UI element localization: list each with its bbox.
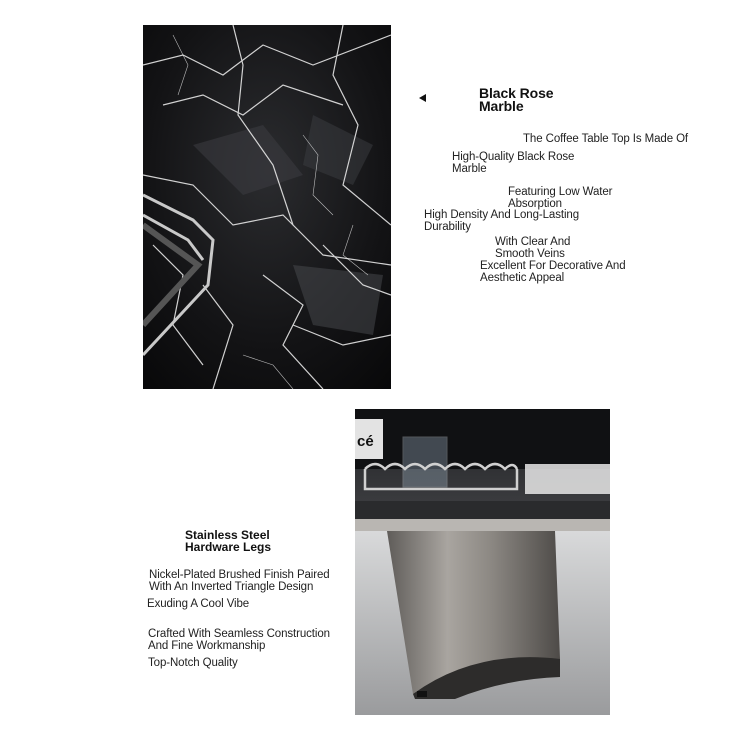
marble-title	[479, 87, 553, 113]
text-line: Absorption	[508, 198, 562, 210]
marble-photo	[143, 25, 391, 389]
photo-sign-text: cé	[357, 433, 374, 450]
marble-texture	[143, 25, 391, 389]
legs-title	[185, 529, 271, 553]
legs-line-1	[149, 569, 330, 593]
text-line: Nickel-Plated Brushed Finish Paired	[149, 569, 330, 581]
table-leg-photo	[355, 409, 610, 715]
table-leg-illustration	[355, 409, 610, 715]
left-triangle-icon	[419, 94, 426, 102]
text-line: High-Quality Black Rose	[452, 151, 575, 163]
marble-title-line1: Black Rose	[479, 85, 554, 101]
text-line: Crafted With Seamless Construction	[148, 628, 330, 640]
text-line: The Coffee Table Top Is Made Of	[523, 133, 689, 145]
text-line: Aesthetic Appeal	[480, 272, 565, 284]
text-line: Top-Notch Quality	[148, 657, 238, 669]
text-line: Excellent For Decorative And	[480, 260, 626, 272]
text-line: High Density And Long-Lasting	[424, 209, 580, 221]
marble-line-3	[508, 186, 612, 210]
text-line: And Fine Workmanship	[148, 640, 266, 652]
marble-line-6	[480, 260, 626, 284]
text-line: With An Inverted Triangle Design	[149, 581, 314, 593]
text-line: Exuding A Cool Vibe	[147, 598, 250, 610]
text-line: Smooth Veins	[495, 248, 565, 260]
legs-line-2	[147, 598, 249, 610]
text-line: With Clear And	[495, 236, 571, 248]
marble-line-2	[452, 151, 574, 175]
text-line: Marble	[452, 163, 487, 175]
legs-title-line1: Stainless Steel	[185, 528, 270, 542]
legs-title-line2: Hardware Legs	[185, 540, 272, 554]
text-line: Durability	[424, 221, 471, 233]
marble-line-4	[424, 209, 579, 233]
marble-line-1	[523, 133, 688, 145]
marble-title-line2: Marble	[479, 98, 524, 114]
marble-line-5	[495, 236, 570, 260]
text-line: Featuring Low Water	[508, 186, 613, 198]
legs-line-3	[148, 628, 330, 652]
legs-line-4	[148, 657, 238, 669]
